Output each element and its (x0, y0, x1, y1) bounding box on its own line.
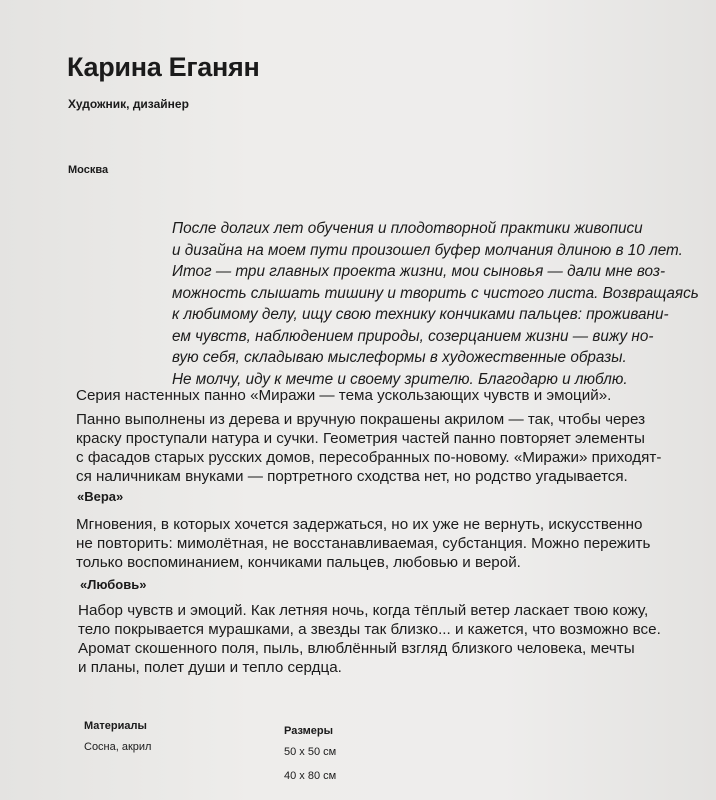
artist-name: Карина Еганян (67, 52, 260, 82)
size-value: 50 х 50 см (284, 746, 337, 758)
description-line: Аромат скошенного поля, пыль, влюблённый взгляд близкого человека, мечты (78, 640, 635, 657)
description-line: и планы, полет души и тепло сердца. (78, 659, 342, 676)
description-line: Мгновения, в которых хочется задержаться, но их уже не вернуть, искусственно (76, 516, 643, 533)
description-line: Набор чувств и эмоций. Как летняя ночь, когда тёплый ветер ласкает твою кожу, (78, 602, 649, 619)
materials-value: Сосна, акрил (84, 741, 152, 753)
artist-city: Москва (68, 164, 109, 176)
statement-line: вую себя, складываю мыслеформы в художественные образы. (172, 349, 627, 366)
description-line: тело покрывается мурашками, а звезды так близко... и кажется, что возможно все. (78, 621, 661, 638)
statement-line: Не молчу, иду к мечте и своему зрителю. Благодарю и люблю. (172, 370, 628, 388)
materials-label: Материалы (84, 720, 147, 732)
statement-line: ем чувств, наблюдением природы, созерцанием жизни — вижу но- (172, 327, 654, 345)
artist-statement (172, 218, 716, 390)
description-line: с фасадов старых русских домов, пересобранных по-новому. «Миражи» приходят- (76, 449, 662, 466)
artist-role: Художник, дизайнер (68, 97, 189, 111)
size-value: 40 х 80 см (284, 770, 337, 782)
description-line: краску проступали натура и сучки. Геометрия частей панно повторяет элементы (76, 430, 645, 447)
statement-line: и дизайна на моем пути произошел буфер молчания длиною в 10 лет. (172, 241, 683, 259)
series-description (76, 410, 661, 486)
work-description-lyubov (78, 601, 661, 677)
sizes-label: Размеры (284, 725, 334, 737)
description-line: не повторить: мимолётная, не восстанавливаемая, субстанция. Можно пережить (76, 535, 651, 552)
statement-line: После долгих лет обучения и плодотворной практики живописи (172, 220, 643, 237)
work-description-vera (76, 515, 650, 572)
description-line: Панно выполнены из дерева и вручную покрашены акрилом — так, чтобы через (76, 411, 646, 428)
statement-line: к любимому делу, ищу свою технику кончиками пальцев: проживани- (172, 306, 669, 323)
statement-line: Итог — три главных проекта жизни, мои сыновья — дали мне воз- (172, 263, 666, 280)
work-title-lyubov: «Любовь» (80, 577, 147, 592)
description-line: ся наличникам внуками — портретного сходства нет, но родство угадывается. (76, 468, 628, 485)
series-title: Серия настенных панно «Миражи — тема ускользающих чувств и эмоций». (76, 387, 612, 404)
description-line: только воспоминанием, кончиками пальцев, любовью и верой. (76, 554, 521, 571)
statement-line: можность слышать тишину и творить с чистого листа. Возвращаясь (172, 284, 699, 302)
work-title-vera: «Вера» (77, 489, 124, 504)
